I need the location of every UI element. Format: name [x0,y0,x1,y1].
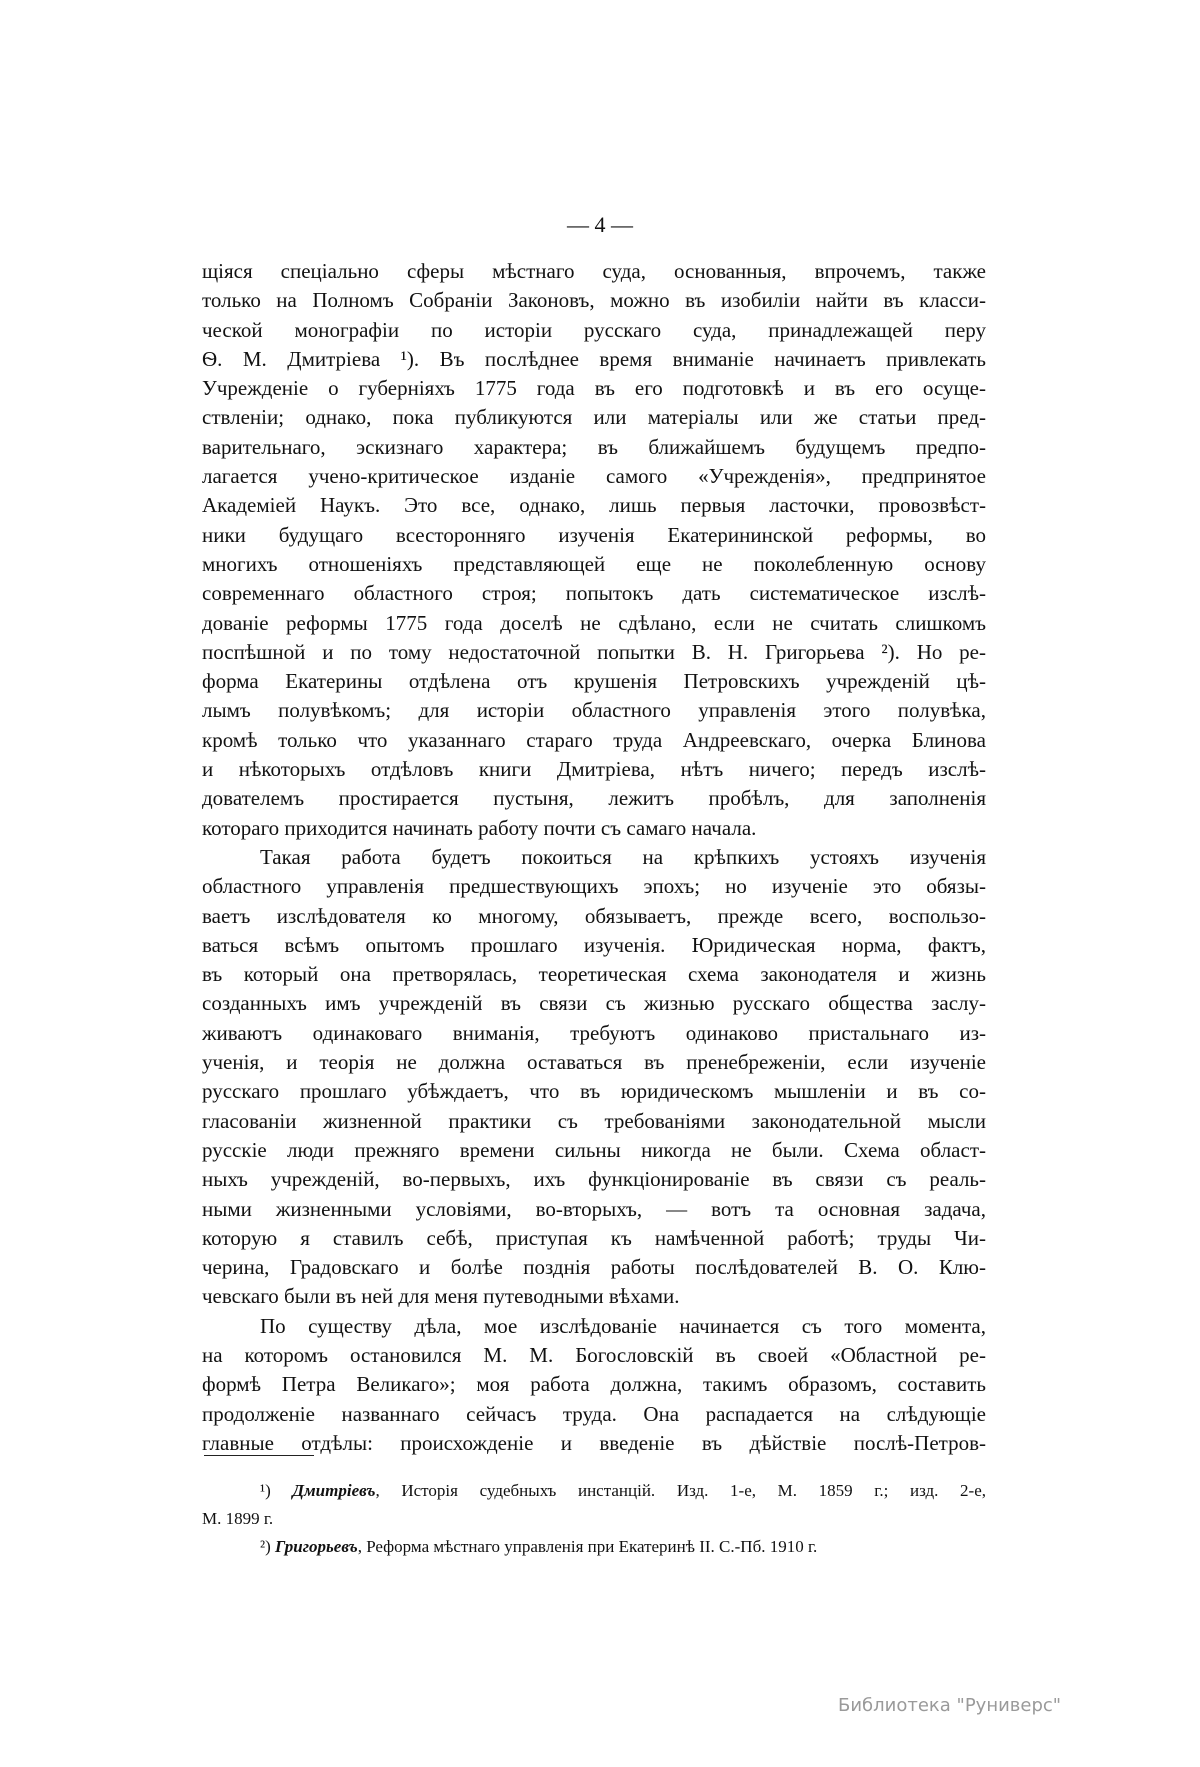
footnote-mark: ¹) [260,1481,271,1500]
text-line: многихъ отношеніяхъ представляющей еще не поколебленную основу [202,551,986,576]
library-watermark: Библиотека "Руниверс" [838,1695,1062,1716]
footnote-text: , Исторія судебныхъ инстанцій. Изд. 1-е, М. 1859 г.; изд. 2-е, [375,1481,986,1500]
text-line: ваться всѣмъ опытомъ прошлаго изученія. Юридическая норма, фактъ, [202,932,986,957]
text-line: созданныхъ имъ учрежденій въ связи съ жизнью русскаго общества заслу- [202,991,986,1016]
page-number: — 4 — [567,212,633,237]
text-line: Учрежденіе о губерніяхъ 1775 года въ его подготовкѣ и въ его осуще- [202,376,986,401]
text-line: продолженіе названнаго сейчасъ труда. Она распадается на слѣдующіе [202,1401,986,1426]
text-line: главные отдѣлы: происхожденіе и введеніе въ дѣйствіе послѣ-Петров- [202,1430,986,1455]
text-line: По существу дѣла, мое изслѣдованіе начинается съ того момента, [260,1313,986,1338]
text-line: ныхъ учрежденій, во-первыхъ, ихъ функціонированіе въ связи съ реаль- [202,1167,986,1192]
text-line: гласованіи жизненной практики съ требованіями законодательной мысли [202,1108,986,1133]
text-line: ники будущаго всесторонняго изученія Екатерининской реформы, во [202,522,986,547]
paragraph [202,257,986,843]
text-line: современнаго областного строя; попытокъ дать систематическое изслѣ- [202,581,986,606]
text-line: Такая работа будетъ покоиться на крѣпкихъ устояхъ изученія [260,844,986,869]
footnotes [202,1477,986,1561]
text-line: живаютъ одинаковаго вниманія, требуютъ одинаково пристальнаго из- [202,1020,986,1045]
text-line: щіяся спеціально сферы мѣстнаго суда, основанныя, впрочемъ, также [202,259,986,283]
text-line: ученія, и теорія не должна оставаться въ пренебреженіи, если изученіе [202,1050,986,1075]
text-line: ствленіи; однако, пока публикуются или матеріалы или же статьи пред- [202,405,986,430]
footnote-divider [204,1455,314,1456]
text-line: лымъ полувѣкомъ; для исторіи областного управленія этого полувѣка, [202,698,986,723]
text-line: форма Екатерины отдѣлена отъ крушенія Петровскихъ учрежденій цѣ- [202,669,986,694]
text-line: на которомъ остановился М. М. Богословскій въ своей «Областной ре- [202,1342,986,1367]
text-line: дователемъ простирается пустыня, лежитъ пробѣлъ, для заполненія [202,786,986,811]
paragraph [202,1312,986,1458]
text-line: ными жизненными условіями, во-вторыхъ, — вотъ та основная задача, [202,1196,986,1221]
text-line: русскіе люди прежняго времени сильны никогда не были. Схема област- [202,1137,986,1162]
text-line: варительнаго, эскизнаго характера; въ ближайшемъ будущемъ предпо- [202,434,986,459]
text-line: чевскаго были въ ней для меня путеводными вѣхами. [202,1284,680,1309]
text-line: областного управленія предшествующихъ эпохъ; но изученіе это обязы- [202,874,986,899]
text-line: русскаго прошлаго убѣждаетъ, что въ юридическомъ мышленіи и въ со- [202,1079,986,1104]
footnote-mark: ²) [260,1537,271,1556]
text-line: кромѣ только что указаннаго стараго труда Андреевскаго, очерка Блинова [202,727,986,752]
footnote-line: М. 1899 г. [202,1509,274,1528]
text-line: черина, Градовскаго и болѣе позднія работы послѣдователей В. О. Клю- [202,1255,986,1280]
footnote-text: , Реформа мѣстнаго управленія при Екатеринѣ II. С.-Пб. 1910 г. [357,1537,818,1556]
text-line: лагается учено-критическое изданіе самого «Учрежденія», предпринятое [202,464,986,489]
footnote-author: Дмитріевъ [292,1481,376,1500]
text-line: Академіей Наукъ. Это все, однако, лишь первыя ласточки, провозвѣст- [202,493,986,518]
footnote-author: Григорьевъ [275,1537,358,1556]
text-line: поспѣшной и по тому недостаточной попытки В. Н. Григорьева ²). Но ре- [202,639,986,664]
text-line: и нѣкоторыхъ отдѣловъ книги Дмитріева, нѣтъ ничего; передъ изслѣ- [202,757,986,782]
body-text [202,257,986,1458]
paragraph [202,843,986,1312]
text-line: въ который она претворялась, теоретическая схема законодателя и жизнь [202,962,986,987]
footnote-line [202,1477,986,1505]
text-line: формѣ Петра Великаго»; моя работа должна, такимъ образомъ, составить [202,1372,986,1397]
text-line: ваетъ изслѣдователя ко многому, обязываетъ, прежде всего, воспользо- [202,903,986,928]
text-line: дованіе реформы 1775 года доселѣ не сдѣлано, если не считать слишкомъ [202,610,986,635]
text-line: Ѳ. М. Дмитріева ¹). Въ послѣднее время вниманіе начинаетъ привлекать [202,346,986,371]
text-line: котораго приходится начинать работу почти съ самаго начала. [202,815,757,840]
text-line: только на Полномъ Собраніи Законовъ, можно въ изобиліи найти въ класси- [202,288,986,313]
footnote-line [202,1533,986,1561]
text-line: ческой монографіи по исторіи русскаго суда, принадлежащей перу [202,317,986,342]
text-line: которую я ставилъ себѣ, приступая къ намѣченной работѣ; труды Чи- [202,1225,986,1250]
